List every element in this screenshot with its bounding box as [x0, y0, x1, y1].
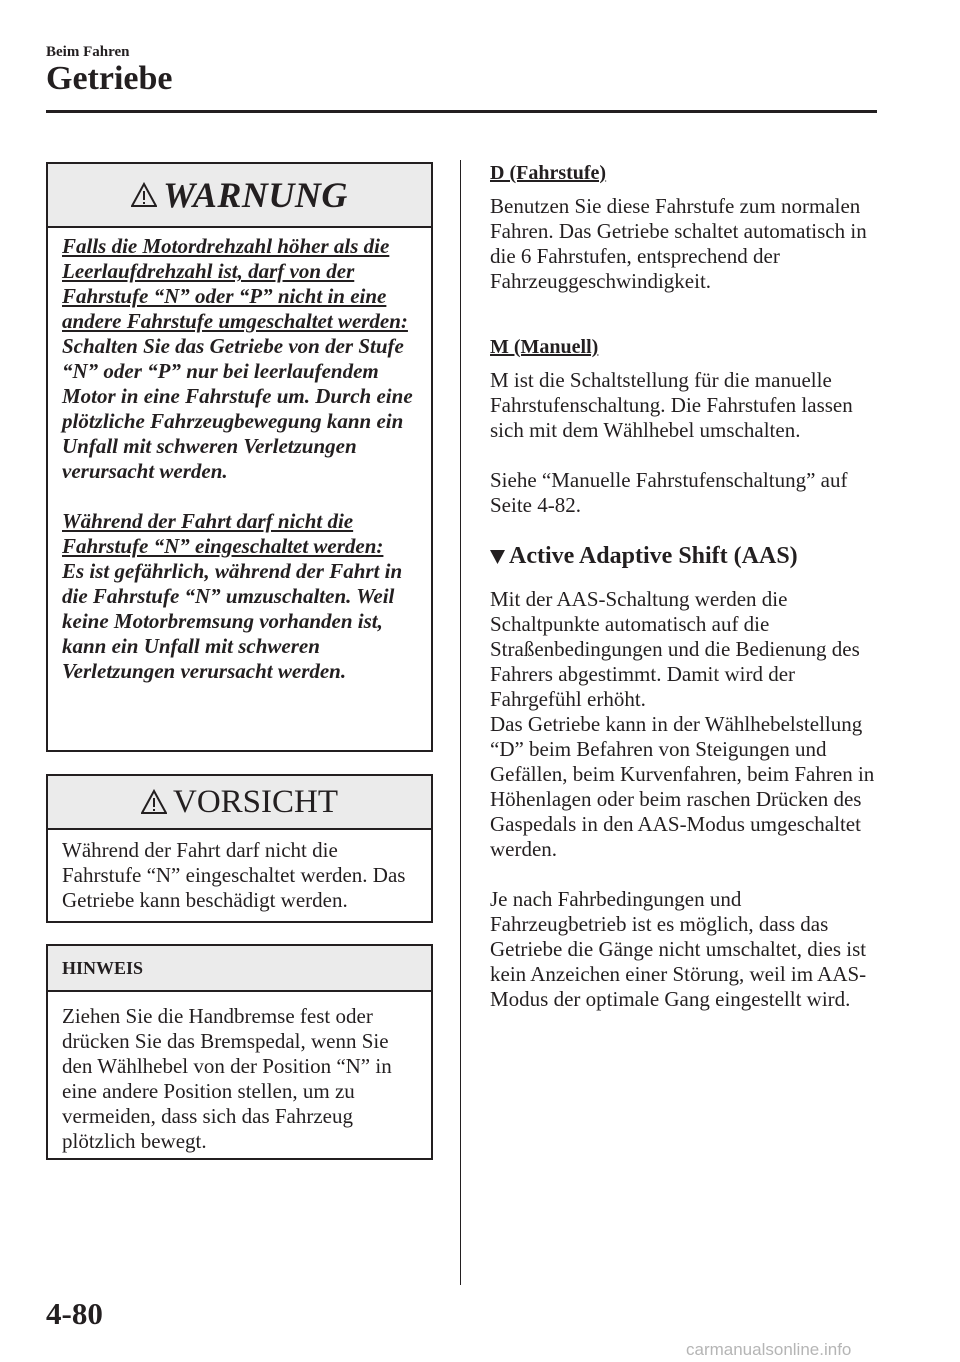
header-rule	[46, 110, 877, 113]
note-box	[46, 944, 433, 1160]
warning-body	[48, 228, 431, 692]
note-heading: HINWEIS	[62, 957, 144, 978]
d-title: D (Fahrstufe)	[490, 162, 607, 184]
caution-text: Während der Fahrt darf nicht die Fahrstufe “N” eingeschaltet werden. Das Getriebe kann beschädigt werden.	[62, 838, 406, 912]
aas-paragraph-1: Mit der AAS-Schaltung werden die Schaltpunkte automatisch auf die Straßenbedingungen und die Bedienung des Fahrers abgestimmt. Damit wird der Fahrgefühl erhöht.	[490, 587, 860, 711]
page-number: 4-80	[46, 1296, 103, 1331]
triangle-down-icon	[490, 550, 505, 564]
aas-heading: Active Adaptive Shift (AAS)	[490, 544, 882, 569]
warning-p1-text: Schalten Sie das Getriebe von der Stufe “N” oder “P” nur bei leerlaufendem Motor in eine Fahrstufe um. Durch eine plötzliche Fahrzeugbewegung kann ein Unfall mit schweren Verletzungen verursacht werden.	[62, 334, 413, 483]
note-header	[48, 946, 431, 992]
warning-p1-title: Falls die Motordrehzahl höher als die Leerlaufdrehzahl ist, darf von der Fahrstufe “N” oder “P” nicht in eine andere Fahrstufe umgeschaltet werden:	[62, 234, 408, 333]
caution-heading: VORSICHT	[172, 783, 339, 820]
warning-header	[48, 164, 431, 228]
caution-box	[46, 774, 433, 923]
warning-heading: WARNUNG	[163, 175, 348, 215]
d-text: Benutzen Sie diese Fahrstufe zum normalen Fahren. Das Getriebe schaltet automatisch in die 6 Fahrstufen, entsprechend der Fahrzeuggeschwindigkeit.	[490, 194, 867, 293]
aas-paragraph-2: Das Getriebe kann in der Wählhebelstellung “D” beim Befahren von Steigungen und Gefällen, beim Kurvenfahren, beim Fahren in Höhenlagen oder beim raschen Drücken des Gaspedals in den AAS-Modus umgeschaltet werden.	[490, 712, 875, 861]
warning-box	[46, 162, 433, 752]
aas-paragraph-3: Je nach Fahrbedingungen und Fahrzeugbetrieb ist es möglich, dass das Getriebe die Gänge nicht umschaltet, dies ist kein Anzeichen einer Störung, weil im AAS-Modus der optimale Gang eingestellt wird.	[490, 887, 867, 1011]
m-text: M ist die Schaltstellung für die manuelle Fahrstufenschaltung. Die Fahrstufen lassen sich mit dem Wählhebel umschalten.	[490, 368, 853, 442]
column-divider	[460, 160, 461, 1285]
m-title: M (Manuell)	[490, 336, 599, 358]
caution-triangle-icon	[141, 789, 167, 815]
caution-header	[48, 776, 431, 830]
page-title: Getriebe	[46, 60, 173, 97]
watermark: carmanualsonline.info	[686, 1340, 852, 1359]
section-label: Beim Fahren	[46, 44, 130, 60]
m-reference: Siehe “Manuelle Fahrstufenschaltung” auf Seite 4-82.	[490, 468, 848, 517]
note-text: Ziehen Sie die Handbremse fest oder drücken Sie das Bremspedal, wenn Sie den Wählhebel von der Position “N” in eine andere Position stellen, um zu vermeiden, dass sich das Fahrzeug plötzlich bewegt.	[62, 1004, 392, 1153]
warning-p2-title: Während der Fahrt darf nicht die Fahrstufe “N” eingeschaltet werden:	[62, 509, 384, 558]
warning-triangle-icon	[131, 182, 157, 208]
warning-p2-text: Es ist gefährlich, während der Fahrt in die Fahrstufe “N” umzuschalten. Weil keine Motorbremsung vorhanden ist, kann ein Unfall mit schweren Verletzungen verursacht werden.	[62, 559, 403, 683]
